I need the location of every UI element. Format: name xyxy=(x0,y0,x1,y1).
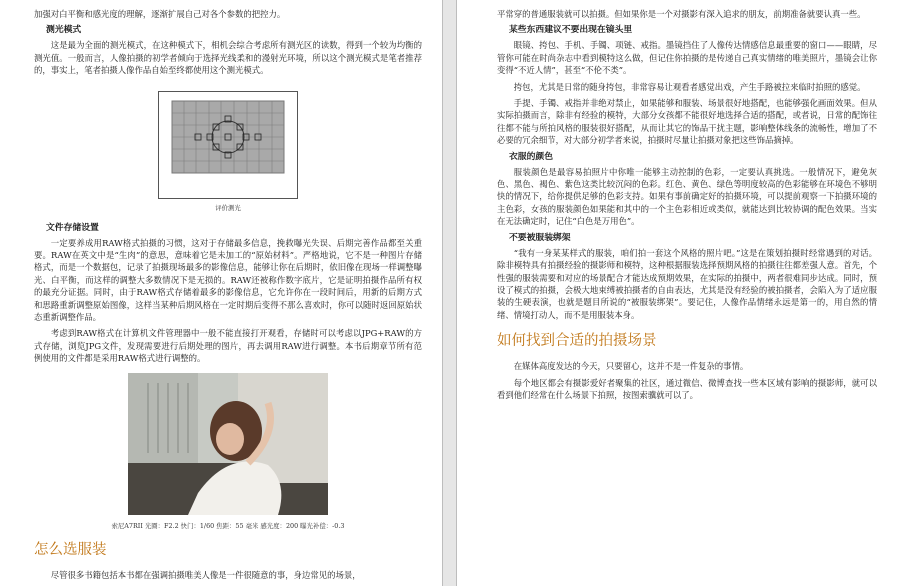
items-paragraph-1: 眼镜、挎包、手机、手镯、项链、戒指。墨镜挡住了人像传达情感信息最重要的窗口——眼睛，尽管你可能在时尚杂志中看到模特这么做，但记住你拍摄的是传递自己真实情绪的唯美照片，墨镜会让你变得“不近人情”，甚至“不伦不类”。 xyxy=(497,40,877,76)
metering-grid-graphic xyxy=(171,100,285,190)
clothes-section-title: 怎么选服装 xyxy=(34,541,107,558)
metering-heading: 测光模式 xyxy=(46,25,82,36)
portrait-photo-graphic xyxy=(128,373,328,515)
photo-caption: 索尼A7RII 光圈：F2.2 快门：1/60 焦距：55 毫米 感光度：200 曝光补偿：-0.3 xyxy=(111,521,345,530)
items-paragraph-3: 手提、手镯、戒指并非绝对禁止，如果能够和服装、场景很好地搭配，也能够强化画面效果。但从实际拍摄而言，除非有经验的模特，大部分女孩都不能很好地选择合适的搭配，或者说，日常的配饰往往都不能与所拍风格的服装很好搭配，从而让其它的饰品干扰主题，影响整体线条的流畅性，增加了不必要的冗余细节，对大部分初学者来说，拍摄时尽量让拍摄对象把这些饰品摘掉。 xyxy=(497,98,877,146)
metering-figure-caption: 评价测光 xyxy=(215,203,241,212)
metering-paragraph: 这是最为全面的测光模式，在这种模式下，相机会综合考虑所有测光区的读数，得到一个较为均衡的测光值。一般而言，人像拍摄的初学者倾向于选择光线柔和的漫射光环境，所以这个测光模式是笔者推荐的，事实上，笔者拍摄人像作品自始至终都使用这个测光模式。 xyxy=(34,40,422,76)
scene-section-title: 如何找到合适的拍摄场景 xyxy=(497,333,657,350)
scene-paragraph-2: 每个地区都会有摄影爱好者聚集的社区，通过微信、微博查找一些本区域有影响的摄影师，就可以看到他们经常在什么场景下拍照，按图索骥就可以了。 xyxy=(497,377,877,400)
metering-diagram xyxy=(158,91,298,199)
intro-paragraph: 加强对白平衡和感光度的理解，逐渐扩展自己对各个参数的把控力。 xyxy=(34,9,286,19)
left-page xyxy=(0,0,443,586)
storage-heading: 文件存储设置 xyxy=(46,222,99,233)
scene-paragraph-1: 在媒体高度发达的今天，只要留心，这并不是一件复杂的事情。 xyxy=(513,361,749,372)
right-page xyxy=(456,0,899,586)
clothes-paragraph: 尽管很多书籍包括本书都在强调拍摄唯美人像是一件很随意的事，身边常见的场景， xyxy=(50,569,361,580)
items-paragraph-2: 挎包，尤其是日常的随身挎包，非常容易让观看者感觉出戏，产生手路被拉来临时拍照的感觉。 xyxy=(513,81,866,92)
storage-paragraph-1: 一定要养成用RAW格式拍摄的习惯，这对于存储最多信息，挽救曝光失误、后期完善作品都至关重要。RAW在英文中是“生肉”的意思，意味着它是未加工的“原始材料”。严格地说，它不是一种图片存储格式，而是一个数据包，记录了拍摄现场最多的影像信息，能够让你在后期时，依旧像在现场一样调整曝光、白平衡，而这样的调整大多数情况下是无损的。RAW还被称作数字底片，它是证明拍摄作品所有权的最充分证据。同时，由于RAW格式存储着最多的影像信息，它允许你在一段时间后，用新的后期方式和思路重新调整原始图像，这样当某种后期风格在一定时期后变得不那么喜欢时，你可以随时返回原始状态重新调整作品。 xyxy=(34,237,422,323)
portrait-photo xyxy=(128,373,328,515)
bind-paragraph: “我有一身某某样式的服装，咱们拍一套这个风格的照片吧。”这是在策划拍摄时经常遇到的对话。除非模特具有拍摄经验的摄影师和模特，这种根据服装选择预期风格的拍摄往往都差强人意。首先，个性强的服装需要和对应的场景配合才能达成预期效果，在实际的拍摄中，两者很难同步达成。同时，预设了模式的拍摄，会极大地束缚被拍摄者的自由表达，尤其是没有经验的被拍摄者，会陷入为了适应服装的生硬表演，也就是题目所说的“被服装绑架”。要记住，人像作品情绪永远是第一的，用自然的情绪、情境打动人，而不是用服装本身。 xyxy=(497,247,877,320)
color-paragraph: 服装颜色是最容易拍照片中你唯一能够主动控制的色彩，一定要认真挑选。一般情况下，避免灰色、黑色、褐色、紫色这类比较沉闷的色彩。红色、黄色、绿色等明度较高的色彩能够在环境色不够明快的情况下，给你提供足够的色彩支持。如果有事前确定好的拍摄环境，可以提前观察一下拍摄环境的主色彩，女孩的服装颜色如果能和其中的一个主色彩相近或类似，就能达到比较协调的配色效果。当实在无法确定时，记住“白色是万用色”。 xyxy=(497,166,877,227)
color-heading: 衣服的颜色 xyxy=(509,151,553,162)
continued-paragraph: 平常穿的普通服装就可以拍摄。但如果你是一个对摄影有深入追求的朋友，前期准备就要认真一些。 xyxy=(497,9,866,19)
bind-heading: 不要被服装绑架 xyxy=(509,232,571,243)
items-heading: 某些东西建议不要出现在镜头里 xyxy=(509,25,633,36)
storage-paragraph-2: 考虑到RAW格式在计算机文件管理器中一般不能直接打开观看，存储时可以考虑以JPG+RAW的方式存储，浏览JPG文件，发现需要进行后期处理的图片，再去调用RAW进行调整。本书后期章节所有范例使用的文件都是采用RAW格式进行调整的。 xyxy=(34,328,422,364)
